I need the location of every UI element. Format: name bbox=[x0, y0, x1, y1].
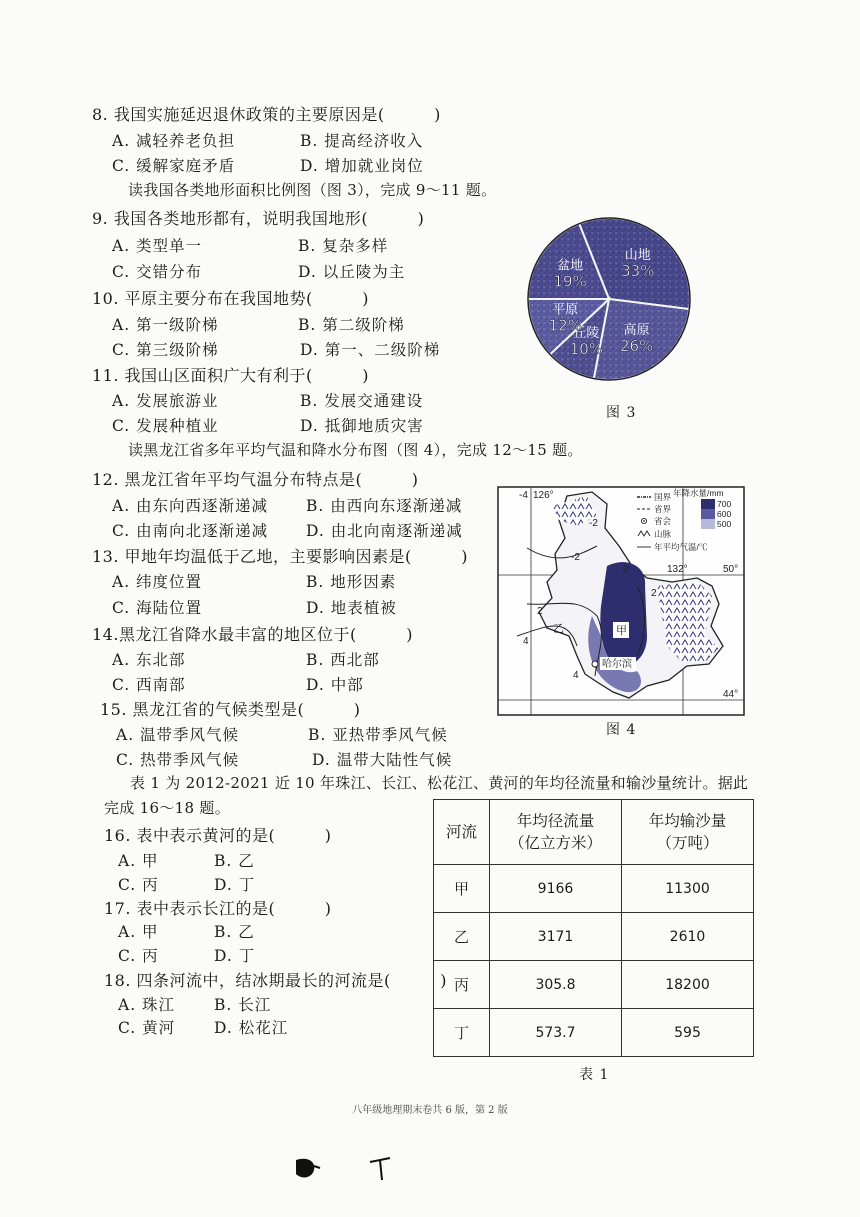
pie-slice-label: 山地 bbox=[624, 247, 651, 263]
question-13-option-c[interactable]: C. 海陆位置 bbox=[112, 599, 203, 617]
question-8-option-b[interactable]: B. 提高经济收入 bbox=[300, 132, 424, 150]
pie-slice-label: 高原 bbox=[623, 323, 650, 339]
question-13-option-d[interactable]: D. 地表植被 bbox=[306, 599, 397, 617]
question-10-stem: 10. 平原主要分布在我国地势( ) bbox=[92, 289, 370, 308]
question-9-option-b[interactable]: B. 复杂多样 bbox=[298, 237, 389, 255]
question-9-option-a[interactable]: A. 类型单一 bbox=[112, 237, 203, 255]
question-14-option-c[interactable]: C. 西南部 bbox=[112, 676, 186, 694]
table-cell-sediment: 595 bbox=[622, 1009, 754, 1057]
pie-slice-label: 平原 bbox=[552, 302, 579, 318]
table-cell-runoff: 305.8 bbox=[490, 961, 622, 1009]
intro-table-1-line-1: 表 1 为 2012-2021 近 10 年珠江、长江、松花江、黄河的年均径流量和输沙量统计。据此 bbox=[130, 774, 749, 792]
table-1-caption: 表 1 bbox=[579, 1067, 610, 1083]
longitude-label: 132° bbox=[667, 564, 688, 575]
legend-item: 年平均气温/℃ bbox=[654, 542, 708, 552]
figure-3-caption: 图 3 bbox=[606, 405, 637, 421]
question-12-option-b[interactable]: B. 由西向东逐渐递减 bbox=[306, 497, 463, 515]
question-9-stem: 9. 我国各类地形都有，说明我国地形( ) bbox=[92, 209, 425, 228]
question-16-option-d[interactable]: D. 丁 bbox=[214, 876, 256, 894]
table-row bbox=[434, 865, 754, 913]
table-cell-river: 丙 bbox=[434, 961, 490, 1009]
table-cell-sediment: 18200 bbox=[622, 961, 754, 1009]
table-row bbox=[434, 1009, 754, 1057]
pie-slice-value: 10% bbox=[569, 340, 604, 359]
question-11-option-c[interactable]: C. 发展种植业 bbox=[112, 417, 219, 435]
question-15-option-d[interactable]: D. 温带大陆性气候 bbox=[312, 751, 453, 769]
legend-item: 山脉 bbox=[654, 529, 672, 539]
table-cell-river: 甲 bbox=[434, 865, 490, 913]
precip-700-zone bbox=[600, 562, 647, 666]
question-8-stem: 8. 我国实施延迟退休政策的主要原因是( ) bbox=[92, 105, 441, 124]
pen-marks bbox=[290, 1152, 410, 1188]
table-cell-runoff: 9166 bbox=[490, 865, 622, 913]
pie-slice-value: 19% bbox=[553, 272, 587, 291]
question-17-stem: 17. 表中表示长江的是( ) bbox=[104, 899, 332, 918]
table-cell-sediment: 2610 bbox=[622, 913, 754, 961]
question-11-option-b[interactable]: B. 发展交通建设 bbox=[300, 392, 424, 410]
place-harbin: 哈尔滨 bbox=[602, 659, 632, 670]
legend-precip-title: 年降水量/mm bbox=[673, 488, 724, 498]
longitude-label: 126° bbox=[533, 490, 554, 501]
latitude-label: 44° bbox=[723, 689, 739, 700]
question-18-option-d[interactable]: D. 松花江 bbox=[214, 1019, 289, 1037]
question-11-option-d[interactable]: D. 抵御地质灾害 bbox=[300, 417, 424, 435]
question-10-option-b[interactable]: B. 第二级阶梯 bbox=[298, 316, 405, 334]
isotherm-label: 0 bbox=[623, 564, 629, 575]
question-16-option-c[interactable]: C. 丙 bbox=[118, 876, 159, 894]
question-8-option-c[interactable]: C. 缓解家庭矛盾 bbox=[112, 157, 236, 175]
place-yi: 乙 bbox=[553, 623, 564, 635]
isotherm-label: 4 bbox=[573, 670, 579, 681]
figure-4-caption: 图 4 bbox=[606, 722, 637, 738]
question-9-option-d[interactable]: D. 以丘陵为主 bbox=[298, 263, 406, 281]
legend-precip-level: 700 bbox=[717, 499, 732, 509]
question-14-option-d[interactable]: D. 中部 bbox=[306, 676, 364, 694]
question-13-option-a[interactable]: A. 纬度位置 bbox=[112, 573, 203, 591]
page-footer: 八年级地理期末卷共 6 版，第 2 版 bbox=[352, 1105, 508, 1116]
question-17-option-d[interactable]: D. 丁 bbox=[214, 947, 256, 965]
question-15-stem: 15. 黑龙江省的气候类型是( ) bbox=[100, 700, 361, 719]
question-18-option-b[interactable]: B. 长江 bbox=[214, 996, 272, 1014]
terrain-pie-chart bbox=[524, 213, 694, 385]
isotherm-label: -4 bbox=[519, 490, 528, 501]
table-cell-river: 乙 bbox=[434, 913, 490, 961]
table-cell-sediment: 11300 bbox=[622, 865, 754, 913]
question-18-stem: 18. 四条河流中，结冰期最长的河流是( ) bbox=[104, 971, 448, 990]
question-15-option-a[interactable]: A. 温带季风气候 bbox=[116, 726, 240, 744]
legend-precip-level: 600 bbox=[717, 509, 732, 519]
pie-slice-label: 丘陵 bbox=[573, 326, 600, 342]
isotherm-label: 4 bbox=[523, 636, 529, 647]
question-17-option-a[interactable]: A. 甲 bbox=[118, 923, 159, 941]
question-12-option-a[interactable]: A. 由东向西逐渐递减 bbox=[112, 497, 269, 515]
table-row bbox=[434, 961, 754, 1009]
question-9-option-c[interactable]: C. 交错分布 bbox=[112, 263, 203, 281]
intro-figure-3: 读我国各类地形面积比例图（图 3），完成 9～11 题。 bbox=[128, 181, 497, 199]
table-row bbox=[434, 913, 754, 961]
intro-table-1-line-2: 完成 16～18 题。 bbox=[104, 799, 231, 817]
pie-slice-value: 12% bbox=[548, 316, 582, 335]
table-cell-runoff: 3171 bbox=[490, 913, 622, 961]
legend-item: 省会 bbox=[654, 516, 672, 526]
question-11-stem: 11. 我国山区面积广大有利于( ) bbox=[92, 366, 370, 385]
question-8-option-a[interactable]: A. 减轻养老负担 bbox=[112, 132, 236, 150]
legend-item: 省界 bbox=[654, 504, 672, 514]
heilongjiang-map bbox=[497, 486, 745, 716]
question-15-option-c[interactable]: C. 热带季风气候 bbox=[116, 751, 240, 769]
question-14-option-b[interactable]: B. 西北部 bbox=[306, 651, 380, 669]
legend-item: 国界 bbox=[654, 492, 672, 502]
question-15-option-b[interactable]: B. 亚热带季风气候 bbox=[308, 726, 448, 744]
question-11-option-a[interactable]: A. 发展旅游业 bbox=[112, 392, 219, 410]
question-14-stem: 14.黑龙江省降水最丰富的地区位于( ) bbox=[92, 625, 413, 644]
legend-precip-level: 500 bbox=[717, 519, 732, 529]
table-header-row bbox=[434, 800, 754, 865]
question-18-option-c[interactable]: C. 黄河 bbox=[118, 1019, 176, 1037]
table-cell-river: 丁 bbox=[434, 1009, 490, 1057]
question-8-option-d[interactable]: D. 增加就业岗位 bbox=[300, 157, 424, 175]
question-16-option-b[interactable]: B. 乙 bbox=[214, 852, 255, 870]
question-10-option-a[interactable]: A. 第一级阶梯 bbox=[112, 316, 219, 334]
place-jia: 甲 bbox=[616, 625, 627, 637]
river-data-table bbox=[433, 799, 754, 1057]
pie-slice-value: 26% bbox=[619, 337, 654, 356]
question-13-option-b[interactable]: B. 地形因素 bbox=[306, 573, 397, 591]
question-17-option-c[interactable]: C. 丙 bbox=[118, 947, 159, 965]
pie-slice-value: 33% bbox=[621, 261, 655, 280]
isotherm-label: -2 bbox=[589, 518, 598, 529]
question-13-stem: 13. 甲地年均温低于乙地，主要影响因素是( ) bbox=[92, 547, 469, 566]
latitude-label: 50° bbox=[723, 564, 739, 575]
question-16-option-a[interactable]: A. 甲 bbox=[118, 852, 159, 870]
isotherm-label: 2 bbox=[537, 606, 543, 617]
table-cell-runoff: 573.7 bbox=[490, 1009, 622, 1057]
question-18-option-a[interactable]: A. 珠江 bbox=[118, 996, 176, 1014]
question-12-stem: 12. 黑龙江省年平均气温分布特点是( ) bbox=[92, 470, 419, 489]
question-12-option-d[interactable]: D. 由北向南逐渐递减 bbox=[306, 522, 463, 540]
table-header: 年均输沙量 （万吨） bbox=[622, 800, 754, 865]
question-16-stem: 16. 表中表示黄河的是( ) bbox=[104, 826, 332, 845]
question-10-option-c[interactable]: C. 第三级阶梯 bbox=[112, 341, 219, 359]
intro-figure-4: 读黑龙江省多年平均气温和降水分布图（图 4），完成 12～15 题。 bbox=[128, 441, 583, 459]
pie-slice-label: 盆地 bbox=[557, 258, 584, 274]
harbin-marker bbox=[592, 661, 598, 667]
question-17-option-b[interactable]: B. 乙 bbox=[214, 923, 255, 941]
table-header: 河流 bbox=[434, 800, 490, 865]
table-header: 年均径流量 （亿立方米） bbox=[490, 800, 622, 865]
question-12-option-c[interactable]: C. 由南向北逐渐递减 bbox=[112, 522, 269, 540]
isotherm-label: 2 bbox=[651, 588, 657, 599]
question-14-option-a[interactable]: A. 东北部 bbox=[112, 651, 186, 669]
question-10-option-d[interactable]: D. 第一、二级阶梯 bbox=[300, 341, 441, 359]
isotherm-label: -2 bbox=[571, 552, 580, 563]
